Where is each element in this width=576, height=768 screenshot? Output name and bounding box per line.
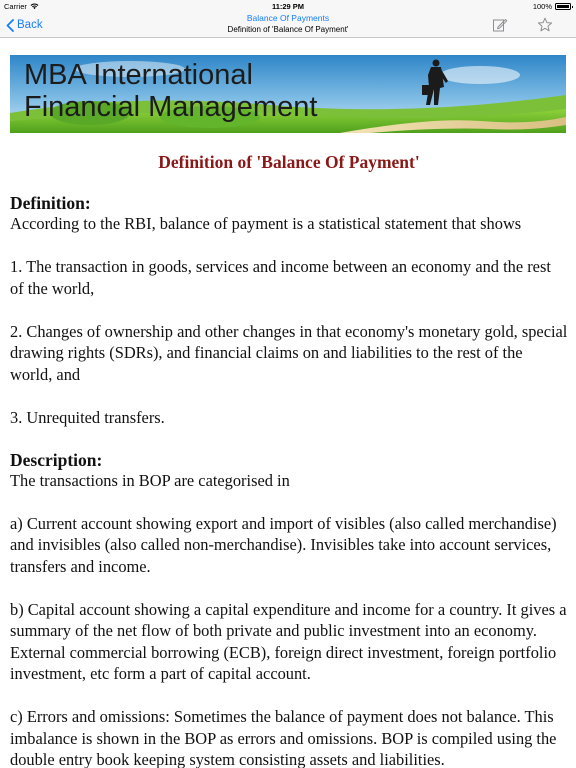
banner-image bbox=[10, 55, 566, 133]
definition-item: 1. The transaction in goods, services and income between an economy and the rest of the world, bbox=[10, 257, 551, 298]
description-intro: The transactions in BOP are categorised in bbox=[10, 470, 290, 490]
banner-line-1: MBA International bbox=[24, 59, 253, 91]
nav-subtitle: Definition of 'Balance Of Payment' bbox=[227, 25, 349, 34]
description-item: b) Capital account showing a capital expenditure and income for a country. It gives a summary of the net flow of both private and public investment into an economy. External commercial borrowing (ECB), foreign direct investment, foreign portfolio investment, etc form a part of capital account. bbox=[10, 599, 567, 683]
status-time: 11:29 PM bbox=[271, 1, 305, 11]
star-icon[interactable] bbox=[537, 17, 553, 33]
carrier-label: Carrier bbox=[4, 1, 27, 11]
description-item: a) Current account showing export and import of visibles (also called merchandise) and invisibles (also called non-merchandise). Invisibles take into account services, transfers and income. bbox=[10, 513, 557, 576]
definition-item: 3. Unrequited transfers. bbox=[10, 407, 165, 427]
article-heading: Definition of 'Balance Of Payment' bbox=[158, 152, 420, 172]
navigation-bar bbox=[0, 12, 576, 38]
nav-title: Balance Of Payments bbox=[246, 13, 330, 23]
back-label: Back bbox=[17, 19, 43, 31]
description-label: Description: bbox=[10, 449, 103, 470]
banner-line-2: Financial Management bbox=[24, 91, 318, 123]
definition-item: 2. Changes of ownership and other changes in that economy's monetary gold, special drawing rights (SDRs), and financial claims on and liabilities to the rest of the world, and bbox=[10, 321, 568, 384]
battery-percentage: 100% bbox=[532, 1, 552, 11]
banner-title bbox=[24, 59, 317, 123]
status-bar bbox=[0, 0, 576, 12]
battery-icon bbox=[555, 3, 571, 10]
description-item: c) Errors and omissions: Sometimes the balance of payment does not balance. This imbalance is shown in the BOP as errors and omissions. BOP is compiled using the double entry book keeping system consisting assets and liabilities. bbox=[10, 707, 557, 768]
definition-intro: According to the RBI, balance of payment is a statistical statement that shows bbox=[10, 214, 522, 233]
article-body bbox=[10, 149, 568, 768]
edit-icon[interactable] bbox=[492, 17, 508, 33]
definition-label: Definition: bbox=[10, 193, 91, 213]
